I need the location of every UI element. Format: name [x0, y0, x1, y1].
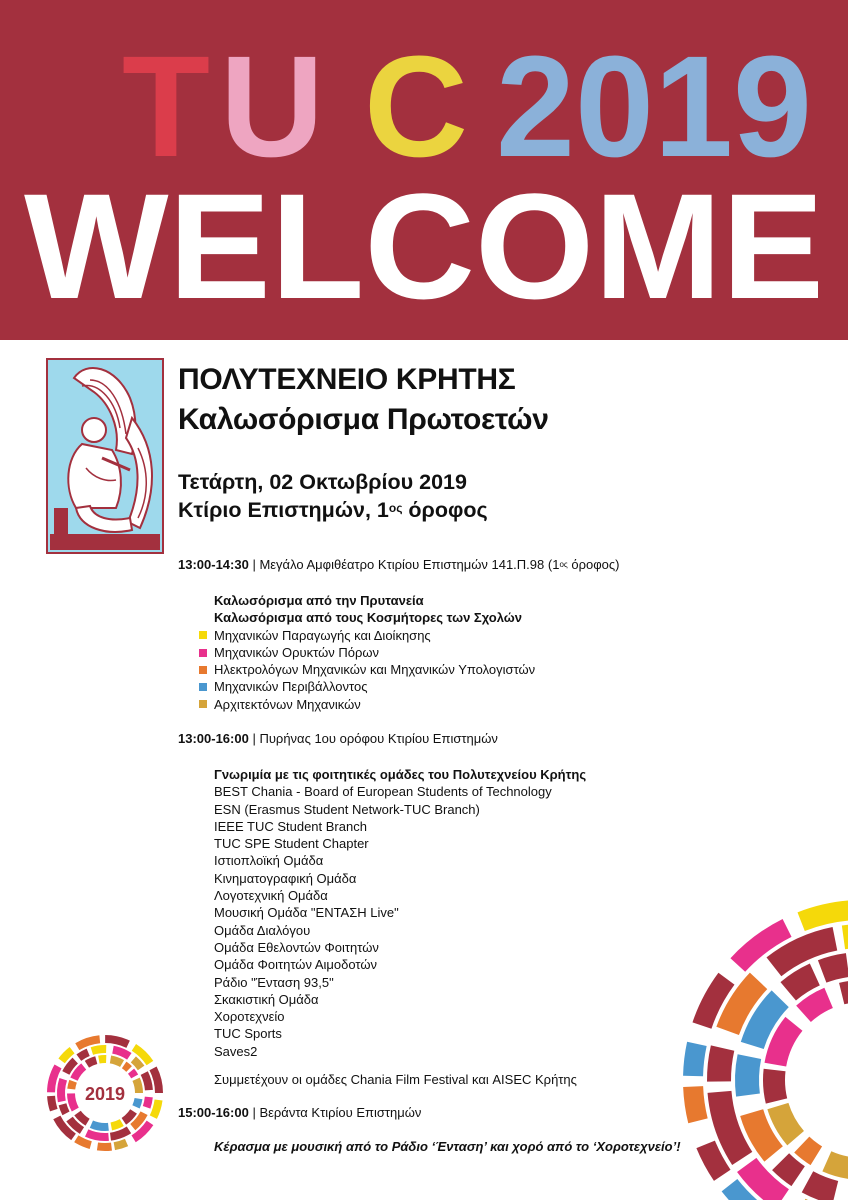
school-color-square-icon	[199, 631, 207, 639]
session2-time: 13:00-16:00	[178, 731, 249, 746]
ring-segment	[818, 953, 848, 983]
event-date: Τετάρτη, 02 Οκτωβρίου 2019	[178, 470, 467, 494]
student-group-item: Ιστιοπλοϊκή Ομάδα	[214, 853, 324, 869]
ring-segment	[132, 1078, 143, 1093]
ring-segment	[842, 924, 848, 949]
session2-details	[214, 766, 586, 1060]
banner-letter-u: U	[220, 26, 324, 187]
session1-place: Μεγάλο Αμφιθέατρο Κτιρίου Επιστημών 141.Π.98 (1	[259, 557, 560, 572]
ring-segment	[97, 1143, 112, 1151]
ring-segment	[794, 1137, 822, 1166]
session1-details	[214, 592, 535, 713]
ring-segment	[98, 1055, 106, 1063]
student-group-item: Χοροτεχνείο	[214, 1009, 285, 1025]
session1-heading-rectorate: Καλωσόρισμα από την Πρυτανεία	[214, 593, 424, 608]
ring-segment	[85, 1129, 109, 1141]
student-groups-list	[214, 783, 586, 1060]
ring-segment	[143, 1097, 153, 1109]
ring-segment	[111, 1119, 124, 1130]
institution-name: ΠΟΛΥΤΕΧΝΕΙΟ ΚΡΗΤΗΣ	[178, 363, 516, 396]
school-label: Αρχιτεκτόνων Μηχανικών	[214, 696, 361, 712]
ring-segment	[57, 1078, 67, 1102]
welcome-banner	[0, 0, 848, 340]
ring-segment	[735, 1054, 761, 1096]
school-label: Μηχανικών Ορυκτών Πόρων	[214, 644, 380, 660]
ring-segment	[683, 1042, 707, 1076]
banner-graphic	[0, 0, 848, 340]
ring-segment	[763, 1069, 787, 1104]
badge-year: 2019	[84, 1084, 126, 1104]
ring-segment	[110, 1055, 124, 1067]
school-color-square-icon	[199, 683, 207, 691]
banner-welcome: WELCOME	[24, 162, 825, 330]
session2-heading: Γνωριμία με τις φοιτητικές ομάδες του Πολυτεχνείου Κρήτης	[214, 767, 587, 782]
ring-segment	[105, 1035, 130, 1048]
ring-segment	[76, 1049, 89, 1061]
ring-segment	[67, 1093, 79, 1111]
school-color-square-icon	[199, 649, 207, 657]
ring-segment	[798, 900, 848, 931]
banner-letter-t: T	[122, 26, 210, 187]
ring-segment	[67, 1080, 77, 1090]
session1-time: 13:00-14:30	[178, 557, 249, 572]
session3-place: Βεράντα Κτιρίου Επιστημών	[259, 1105, 422, 1120]
closing-line: Κέρασμα με μουσική από το Ράδιο ‘Ένταση’ και χορό από το ‘Χοροτεχνείο’!	[214, 1139, 681, 1154]
school-item	[214, 644, 535, 661]
student-group-item: Μουσική Ομάδα "ΕΝΤΑΣΗ Live"	[214, 905, 399, 921]
school-item	[214, 678, 535, 695]
student-group-item: Κινηματογραφική Ομάδα	[214, 870, 357, 886]
session3-time: 15:00-16:00	[178, 1105, 249, 1120]
ring-segment	[114, 1139, 129, 1150]
ring-segment	[839, 980, 848, 1004]
banner-year: 2019	[496, 26, 812, 187]
ring-segment	[707, 1045, 734, 1081]
student-group-item: BEST Chania - Board of European Students of Technology	[214, 784, 552, 800]
school-label: Ηλεκτρολόγων Μηχανικών και Μηχανικών Υπολογιστών	[214, 662, 536, 678]
student-group-item: TUC SPE Student Chapter	[214, 836, 369, 852]
session1-heading-deans: Καλωσόρισμα από τους Κοσμήτορες των Σχολών	[214, 610, 522, 626]
session1-line: 13:00-14:30 | Μεγάλο Αμφιθέατρο Κτιρίου Επιστημών 141.Π.98 ($1^{o\varsigma}$ όροφος)	[178, 557, 620, 572]
header-titles	[178, 362, 549, 438]
school-color-square-icon	[199, 700, 207, 708]
student-group-item: Σκακιστική Ομάδα	[214, 991, 319, 1007]
session3-line: 15:00-16:00 | Βεράντα Κτιρίου Επιστημών	[178, 1105, 422, 1120]
student-group-item: Ομάδα Φοιτητών Αιμοδοτών	[214, 957, 377, 973]
event-venue: Κτίριο Επιστημών, $1^{o\varsigma}$ όροφος	[178, 498, 488, 522]
ring-segment	[822, 1151, 848, 1179]
school-item	[214, 661, 535, 678]
ring-segment	[802, 1171, 838, 1200]
ring-segment	[47, 1096, 57, 1112]
school-item	[214, 627, 535, 644]
school-item	[214, 696, 535, 713]
ring-segment	[132, 1098, 142, 1109]
school-color-square-icon	[199, 666, 207, 674]
student-group-item: IEEE TUC Student Branch	[214, 818, 367, 834]
ring-segment	[128, 1069, 138, 1079]
event-title: Καλωσόρισμα Πρωτοετών	[178, 403, 549, 436]
ring-segment	[90, 1120, 109, 1131]
student-group-item: Λογοτεχνική Ομάδα	[214, 888, 328, 904]
ring-segment	[85, 1056, 98, 1067]
school-label: Μηχανικών Παραγωγής και Διοίκησης	[214, 627, 431, 643]
ring-segment	[122, 1062, 132, 1072]
student-group-item: TUC Sports	[214, 1026, 282, 1042]
ring-segment	[683, 1086, 708, 1123]
schools-list	[214, 627, 535, 713]
session2-line: 13:00-16:00 | Πυρήνας 1ου ορόφου Κτιρίου Επιστημών	[178, 731, 498, 746]
university-logo-icon	[46, 358, 164, 554]
badge-2019-icon	[46, 1034, 164, 1152]
student-group-item: Saves2	[214, 1043, 258, 1059]
session2-note: Συμμετέχουν οι ομάδες Chania Film Festival και AISEC Κρήτης	[214, 1072, 577, 1087]
student-group-item: Ομάδα Εθελοντών Φοιτητών	[214, 939, 379, 955]
student-group-item: Ράδιο "Ένταση 93,5"	[214, 974, 334, 990]
decorative-ring-icon	[673, 848, 848, 1200]
session2-place: Πυρήνας 1ου ορόφου Κτιρίου Επιστημών	[259, 731, 498, 746]
banner-letter-c: C	[364, 26, 468, 187]
event-date-venue	[178, 468, 488, 524]
ring-segment	[59, 1103, 70, 1115]
school-label: Μηχανικών Περιβάλλοντος	[214, 679, 368, 695]
student-group-item: Ομάδα Διαλόγου	[214, 922, 311, 938]
ring-segment	[91, 1045, 107, 1055]
student-group-item: ESN (Erasmus Student Network-TUC Branch)	[214, 801, 480, 817]
